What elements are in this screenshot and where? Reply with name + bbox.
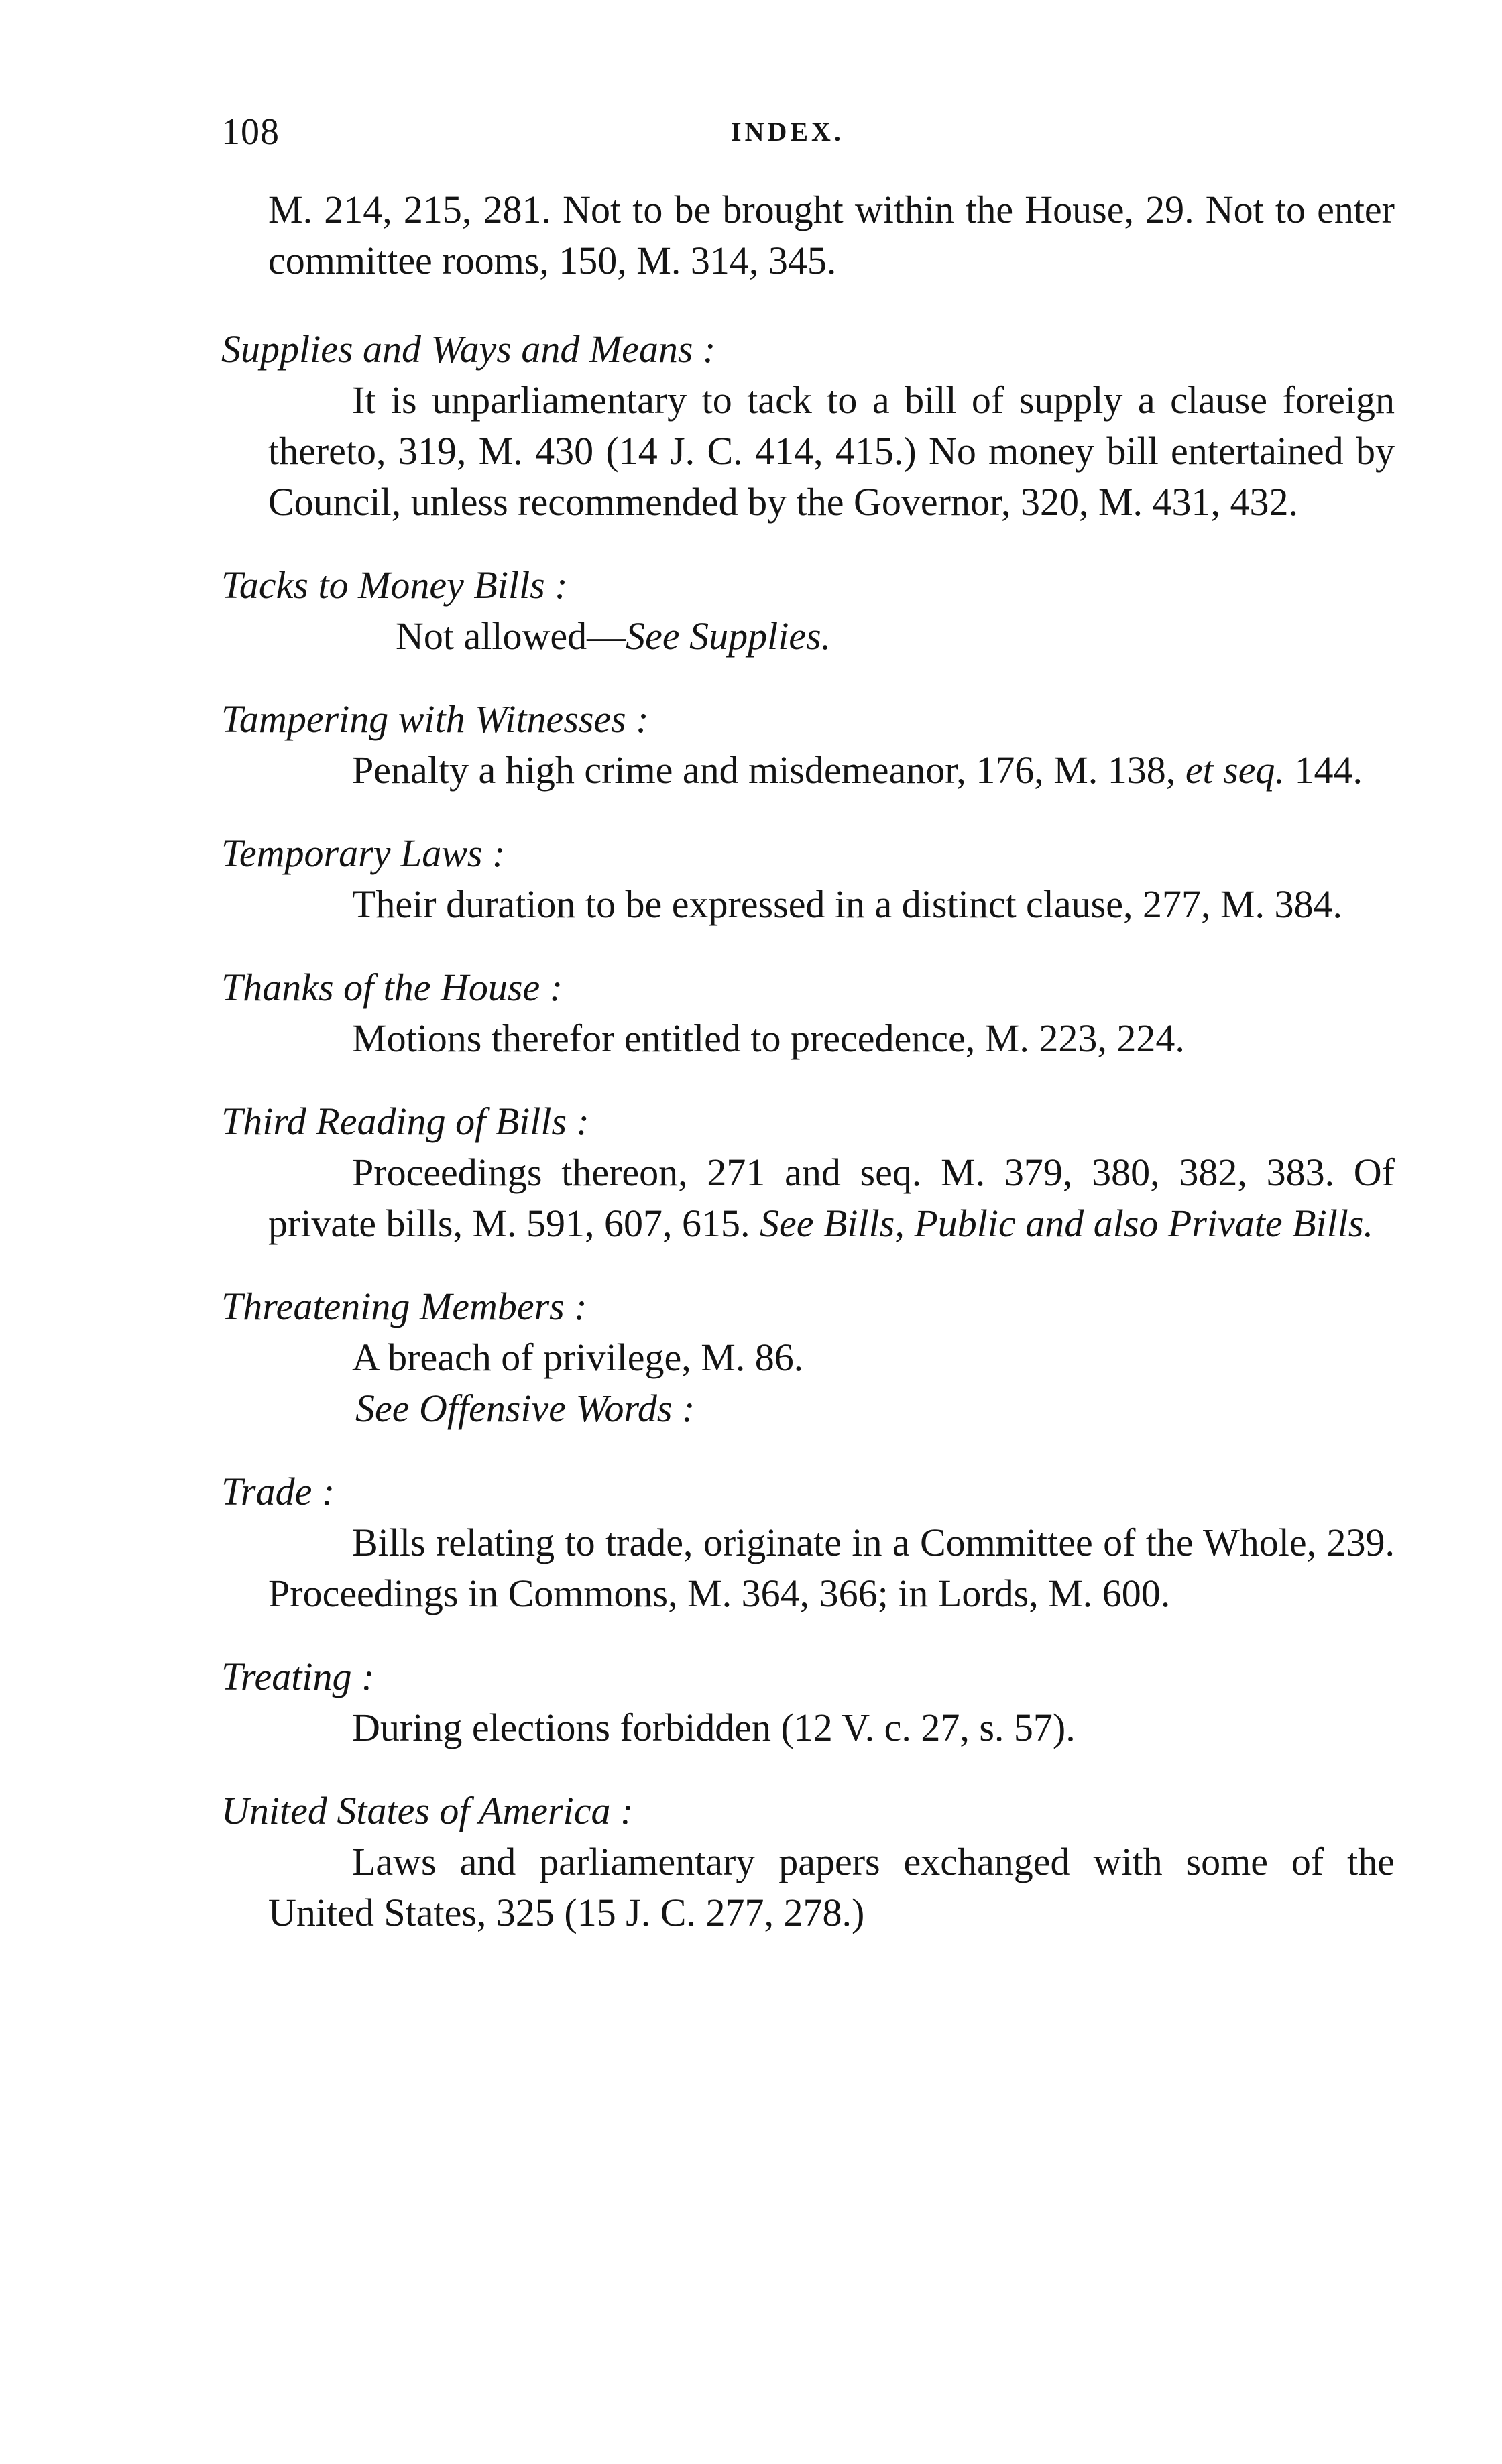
index-entry-tacks <box>221 560 1395 662</box>
entry-text <box>221 611 1395 662</box>
index-entry-united-states <box>221 1785 1395 1938</box>
page-header <box>221 111 1395 158</box>
entry-text-plain: Proceedings thereon, 271 and seq. M. 379, 380, 382, 383. Of private bills, M. 591, 607, 615. <box>268 1151 1395 1245</box>
entry-heading: Threatening Members : <box>221 1285 587 1328</box>
entry-text: Their duration to be expressed in a distinct clause, 277, M. 384. <box>352 882 1343 926</box>
see-reference: See Offensive Words : <box>355 1387 695 1430</box>
entry-text: A breach of privilege, M. 86. <box>352 1336 804 1379</box>
entry-text: Bills relating to trade, originate in a Committee of the Whole, 239. Proceedings in Commons, M. 364, 366; in Lords, M. 600. <box>268 1521 1395 1615</box>
index-entry-third-reading <box>221 1096 1395 1249</box>
entry-heading: Supplies and Ways and Means : <box>221 327 716 371</box>
entry-text-italic: et seq. <box>1185 748 1285 792</box>
entry-heading: Temporary Laws : <box>221 831 506 875</box>
index-entry-thanks <box>221 962 1395 1064</box>
entry-text: It is unparliamentary to tack to a bill of supply a clause foreign thereto, 319, M. 430 (14 J. C. 414, 415.) No money bill entertained by Council, unless recommended by the Governor, 320, M. 431, 432. <box>268 378 1395 524</box>
entry-text-plain: Penalty a high crime and misdemeanor, 176, M. 138, <box>352 748 1186 792</box>
index-body <box>221 184 1395 1971</box>
entry-heading: Treating : <box>221 1655 375 1698</box>
index-entry-threatening <box>221 1281 1395 1434</box>
entry-heading: Third Reading of Bills : <box>221 1100 589 1143</box>
entry-heading: Thanks of the House : <box>221 965 563 1009</box>
continuation-text: M. 214, 215, 281. Not to be brought within the House, 29. Not to enter committee rooms, 150, M. 314, 345. <box>268 188 1395 282</box>
running-head: INDEX. <box>731 117 844 147</box>
index-entry-trade <box>221 1466 1395 1619</box>
entry-text <box>221 745 1395 796</box>
index-entry-temporary-laws <box>221 828 1395 930</box>
entry-text-tail: 144. <box>1284 748 1363 792</box>
index-entry-supplies <box>221 324 1395 528</box>
entry-heading: United States of America : <box>221 1789 634 1832</box>
see-reference: See Bills, Public and also Private Bills. <box>760 1201 1373 1245</box>
index-entry-treating <box>221 1651 1395 1753</box>
entry-text-plain: Not allowed— <box>396 614 626 658</box>
entry-text: Laws and parliamentary papers exchanged with some of the United States, 325 (15 J. C. 277, 278.) <box>268 1840 1395 1934</box>
entry-heading: Tacks to Money Bills : <box>221 563 568 607</box>
see-reference: See Supplies. <box>626 614 831 658</box>
page-number: 108 <box>221 111 280 153</box>
entry-heading: Trade : <box>221 1470 335 1513</box>
entry-text: During elections forbidden (12 V. c. 27, s. 57). <box>352 1706 1076 1749</box>
index-entry-tampering <box>221 694 1395 796</box>
entry-text: Motions therefor entitled to precedence, M. 223, 224. <box>352 1016 1185 1060</box>
entry-text <box>221 1147 1395 1249</box>
entry-heading: Tampering with Witnesses : <box>221 697 649 741</box>
